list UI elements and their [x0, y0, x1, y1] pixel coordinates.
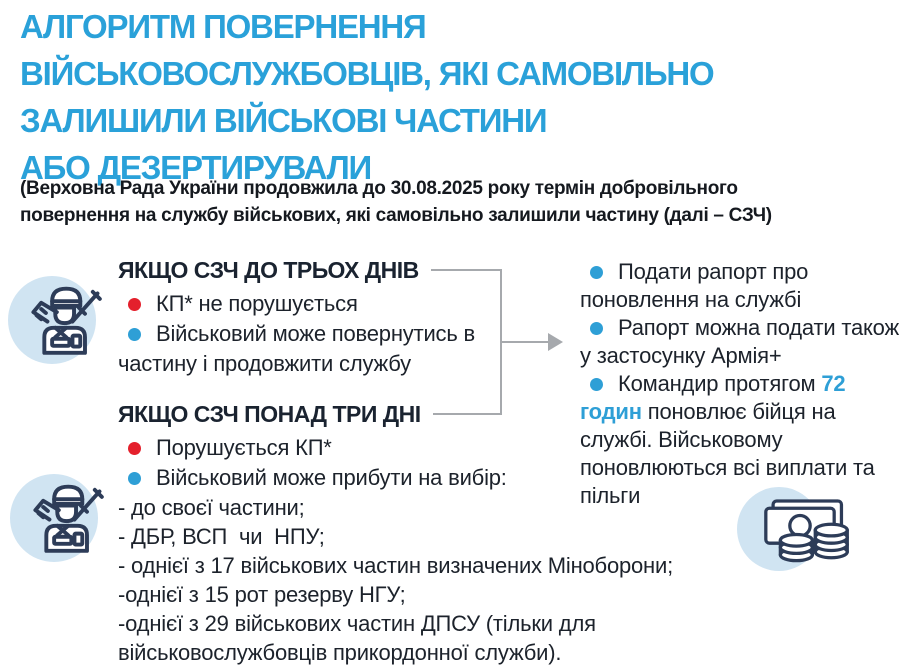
saluting-soldier-icon — [26, 472, 112, 564]
blue-bullet-icon — [590, 266, 603, 279]
option-item: -однієї з 15 рот резерву НГУ; — [118, 582, 406, 607]
list-item-text: Командир протягом — [618, 371, 816, 396]
highlight-72-hours: 72 годин — [580, 371, 846, 424]
saluting-soldier-icon — [24, 274, 110, 366]
title-line: АБО ДЕЗЕРТИРУВАЛИ — [20, 149, 372, 186]
section-szch-over-three-days — [118, 399, 674, 667]
section-szch-up-to-three-days — [118, 255, 502, 379]
list-item — [580, 370, 902, 510]
red-bullet-icon — [128, 298, 141, 311]
red-bullet-icon — [128, 442, 141, 455]
list-item-text: Військовий може прибути на вибір: — [156, 465, 507, 490]
subtitle-line: (Верховна Рада України продовжила до 30.08.2025 року термін добровільного — [20, 178, 738, 199]
option-item: -однієї з 29 військових частин ДПСУ (тільки для військовослужбовців прикордонної служби). — [118, 611, 602, 665]
list-item — [580, 258, 902, 314]
result-steps-column — [580, 258, 902, 510]
list-item — [580, 314, 902, 370]
page-title — [20, 3, 714, 191]
option-item: - до своєї частини; — [118, 495, 305, 520]
option-item: - однієї з 17 військових частин визначених Міноборони; — [118, 553, 674, 578]
subtitle-line: повернення на службу військових, які самовільно залишили частину (далі – СЗЧ) — [20, 205, 772, 226]
title-line: ЗАЛИШИЛИ ВІЙСЬКОВІ ЧАСТИНИ — [20, 102, 547, 139]
cash-and-coins-icon — [760, 498, 856, 568]
list-item — [118, 289, 478, 319]
list-item-text: Рапорт можна подати також у застосунку Армія+ — [580, 315, 899, 368]
blue-bullet-icon — [590, 322, 603, 335]
flow-arrow-stem — [502, 341, 550, 343]
flow-arrow-right-icon — [548, 333, 563, 351]
blue-bullet-icon — [128, 328, 141, 341]
list-item-text: КП* не порушується — [156, 291, 358, 316]
list-item-text: поновлює бійця на службі. Військовому поновлюються всі виплати та пільги — [580, 399, 875, 508]
blue-bullet-icon — [128, 472, 141, 485]
title-line: ВІЙСЬКОВОСЛУЖБОВЦІВ, ЯКІ САМОВІЛЬНО — [20, 55, 714, 92]
list-item-text: Порушується КП* — [156, 435, 332, 460]
list-item — [118, 319, 478, 379]
blue-bullet-icon — [590, 378, 603, 391]
list-item-text: Військовий може повернутись в частину і продовжити службу — [118, 321, 476, 376]
connector-line — [433, 413, 502, 415]
option-item: - ДБР, ВСП чи НПУ; — [118, 524, 325, 549]
list-item-text: Подати рапорт про поновлення на службі — [580, 259, 809, 312]
title-line: АЛГОРИТМ ПОВЕРНЕННЯ — [20, 8, 426, 45]
connector-line — [431, 269, 502, 271]
section-heading: ЯКЩО СЗЧ ПОНАД ТРИ ДНІ — [118, 400, 421, 427]
subtitle — [20, 175, 772, 229]
section-heading: ЯКЩО СЗЧ ДО ТРЬОХ ДНІВ — [118, 256, 419, 283]
